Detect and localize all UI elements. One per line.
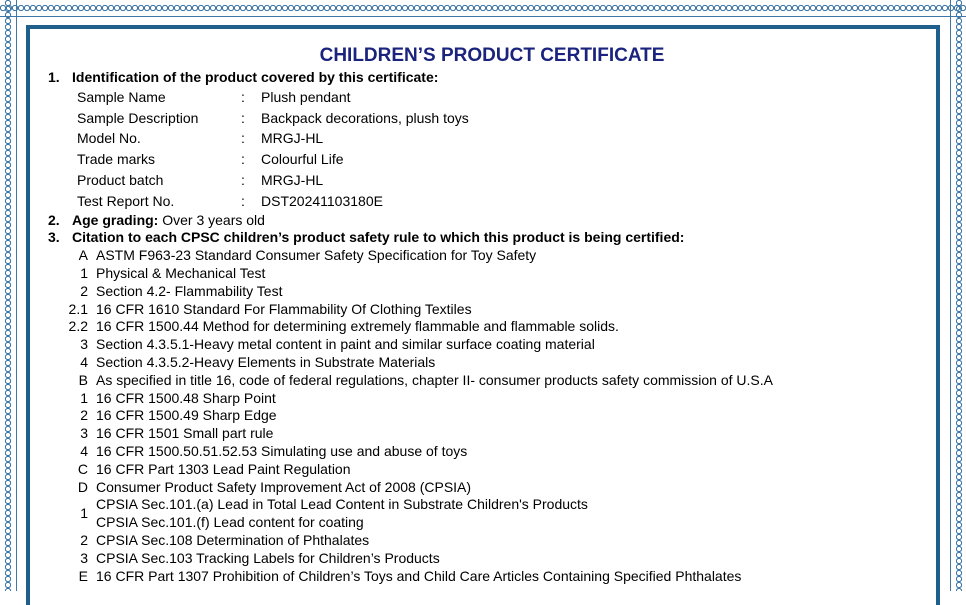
rule-text: Consumer Product Safety Improvement Act of 2008 (CPSIA) [96,478,472,495]
rule-item [48,372,928,390]
rule-text: CPSIA Sec.101.(f) Lead content for coating [96,514,364,531]
rule-text: 16 CFR Part 1307 Prohibition of Children’s Toys and Child Care Articles Containing Specified Phthalates [96,567,742,584]
rule-item [48,336,928,354]
field-row [48,87,928,108]
rule-number: 3 [80,336,88,353]
rule-number: 2 [80,282,88,299]
field-separator: : [241,151,245,168]
decorative-border-left [0,0,17,591]
rule-text: 16 CFR 1610 Standard For Flammability Of Clothing Textiles [96,300,472,317]
field-label: Model No. [77,130,141,147]
rule-text: 16 CFR 1501 Small part rule [96,425,274,442]
rule-item [48,479,928,497]
field-separator: : [241,88,245,105]
rule-text: ASTM F963-23 Standard Consumer Safety Specification for Toy Safety [96,247,537,264]
rule-item [48,425,928,443]
rule-number: B [78,371,88,388]
section-3-heading [48,229,928,247]
rule-number: 1 [80,389,88,406]
field-label: Sample Name [77,88,166,105]
rule-number: D [77,478,88,495]
rule-item [48,301,928,319]
field-row [48,108,928,129]
field-separator: : [241,109,245,126]
rule-number: 2 [80,407,88,424]
section-title: Citation to each CPSC children’s product safety rule to which this product is being certified: [72,229,685,246]
age-grading-label: Age grading: [72,211,159,228]
rule-item [48,496,928,532]
field-value: Plush pendant [261,88,351,105]
rule-item [48,550,928,568]
rule-text-group [96,496,588,532]
section-title: Identification of the product covered by this certificate: [72,69,439,85]
section-2-heading [48,212,928,230]
rule-number: 2.1 [68,300,88,317]
field-value: Colourful Life [261,151,344,168]
rule-item [48,532,928,550]
rule-text: CPSIA Sec.103 Tracking Labels for Children’s Products [96,549,440,566]
certificate-content [48,44,928,585]
rule-text: Section 4.3.5.2-Heavy Elements in Substrate Materials [96,353,436,370]
section-1-heading [48,69,928,87]
field-label: Sample Description [77,109,199,126]
rule-number: E [78,567,88,584]
rule-text: 16 CFR 1500.50.51.52.53 Simulating use and abuse of toys [96,442,468,459]
section-number: 3. [48,229,60,246]
field-row [48,191,928,212]
decorative-border-right [950,0,966,591]
field-label: Test Report No. [77,192,175,209]
rule-text: CPSIA Sec.101.(a) Lead in Total Lead Content in Substrate Children's Products [96,496,588,513]
safety-rules-list [48,247,928,585]
field-row [48,149,928,170]
identification-fields [48,87,928,212]
rule-text: 16 CFR 1500.49 Sharp Edge [96,407,277,424]
rule-item [48,354,928,372]
rule-number: C [77,460,88,477]
section-title [72,212,265,230]
field-value: DST20241103180E [261,192,383,209]
rule-text: As specified in title 16, code of federal regulations, chapter II- consumer products safety commission of U.S.A [96,371,773,388]
field-value: Backpack decorations, plush toys [261,109,469,126]
section-number: 1. [48,69,60,85]
section-number: 2. [48,211,60,228]
rule-item [48,461,928,479]
rule-item [48,568,928,586]
rule-text: 16 CFR 1500.48 Sharp Point [96,389,276,406]
rule-item [48,407,928,425]
rule-text: CPSIA Sec.108 Determination of Phthalates [96,531,370,548]
rule-number: 1 [80,505,88,522]
field-row [48,170,928,191]
rule-number: 4 [80,353,88,370]
age-grading-value: Over 3 years old [158,211,265,228]
rule-number: 2.2 [68,318,88,335]
rule-number: A [78,247,88,264]
certificate-title: CHILDREN’S PRODUCT CERTIFICATE [319,45,665,66]
field-row [48,128,928,149]
rule-text: 16 CFR Part 1303 Lead Paint Regulation [96,460,351,477]
rule-item [48,443,928,461]
rule-item [48,283,928,301]
rule-number: 3 [80,425,88,442]
rule-number: 1 [80,264,88,281]
field-value: MRGJ-HL [261,171,324,188]
rule-text: 16 CFR 1500.44 Method for determining extremely flammable and flammable solids. [96,318,619,335]
rule-text: Physical & Mechanical Test [96,264,266,281]
rule-item [48,318,928,336]
decorative-border-top [0,0,966,17]
rule-number: 3 [80,549,88,566]
field-separator: : [241,130,245,147]
rule-item [48,265,928,283]
rule-number: 4 [80,442,88,459]
rule-number: 2 [80,531,88,548]
field-value: MRGJ-HL [261,130,324,147]
field-separator: : [241,192,245,209]
field-separator: : [241,171,245,188]
rule-text: Section 4.3.5.1-Heavy metal content in paint and similar surface coating material [96,336,595,353]
field-label: Product batch [77,171,164,188]
field-label: Trade marks [77,151,156,168]
rule-text: Section 4.2- Flammability Test [96,282,283,299]
rule-item [48,390,928,408]
rule-item [48,247,928,265]
